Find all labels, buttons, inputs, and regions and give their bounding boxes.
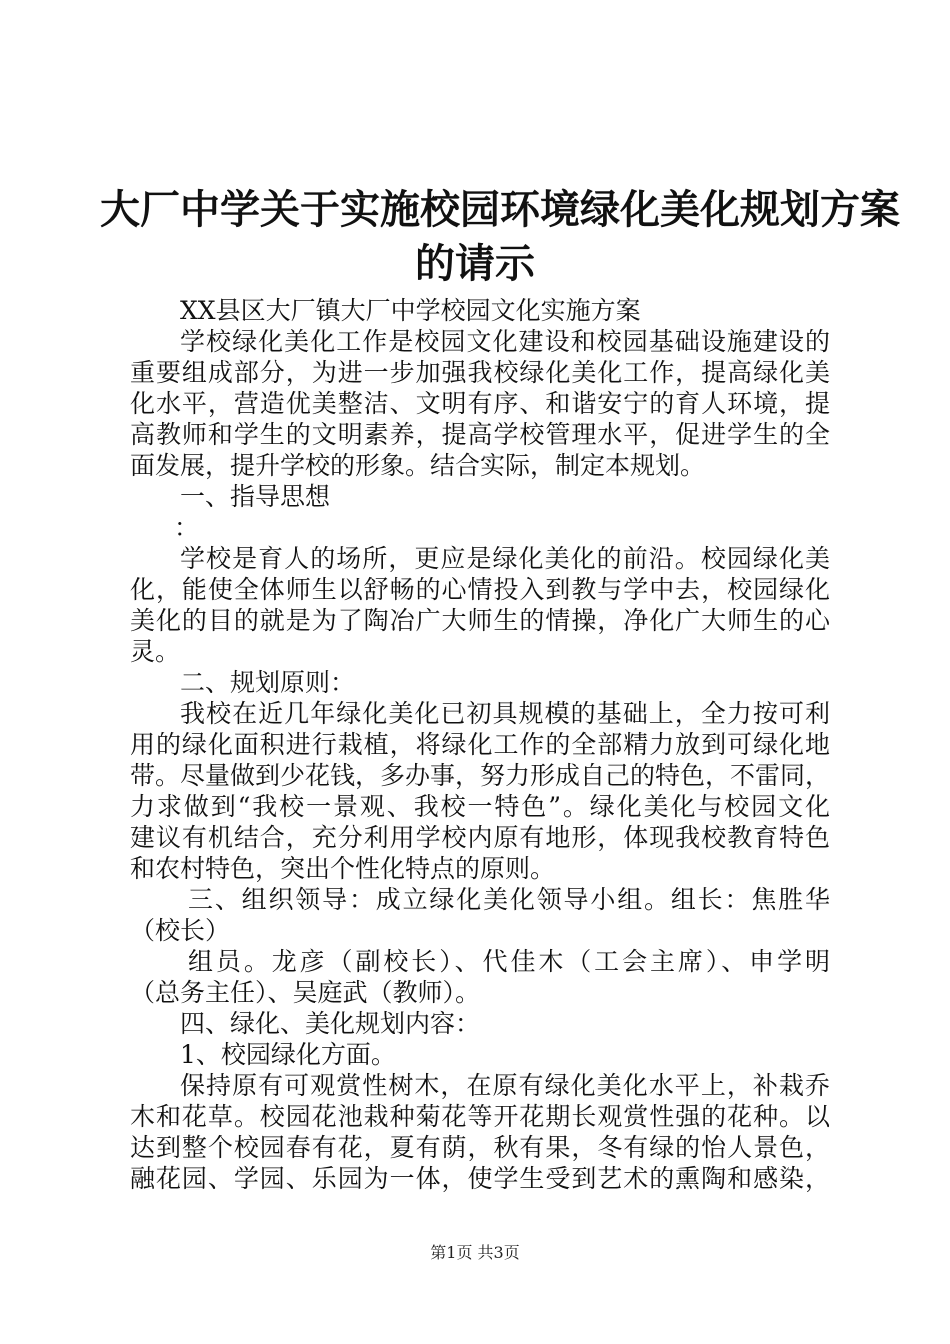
paragraph-line: 重要组成部分，为进一步加强我校绿化美化工作，提高绿化美 — [130, 358, 830, 387]
paragraph-line: 建议有机结合，充分利用学校内原有地形，体现我校教育特色 — [130, 823, 830, 852]
paragraph-line: 美化的目的就是为了陶冶广大师生的情操，净化广大师生的心 — [130, 606, 830, 635]
paragraph-line: 面发展，提升学校的形象。结合实际，制定本规划。 — [130, 451, 706, 480]
document-title-line-1: 大厂中学关于实施校园环境绿化美化规划方案 — [100, 186, 900, 233]
paragraph-line: （校长） — [130, 916, 231, 945]
paragraph-line: 学校绿化美化工作是校园文化建设和校园基础设施建设的 — [180, 327, 830, 356]
document-body — [130, 295, 830, 1194]
paragraph-line: 化，能使全体师生以舒畅的心情投入到教与学中去，校园绿化 — [130, 575, 830, 604]
paragraph-line: 灵。 — [130, 637, 181, 666]
page-number-footer: 第1页 共3页 — [430, 1243, 520, 1262]
paragraph-line: 带。尽量做到少花钱，多办事，努力形成自己的特色，不雷同， — [130, 761, 831, 790]
paragraph-line: 组员。龙彦（副校长）、代佳木（工会主席）、申学明 — [188, 947, 830, 976]
paragraph-line: 和农村特色，突出个性化特点的原则。 — [130, 854, 556, 883]
paragraph-line: 达到整个校园春有花，夏有荫，秋有果，冬有绿的怡人景色， — [130, 1133, 830, 1162]
document-title-line-2: 的请示 — [415, 240, 535, 287]
section-heading: 一、指导思想 — [180, 482, 331, 511]
paragraph-line: （总务主任）、吴庭武（教师）。 — [130, 978, 481, 1007]
paragraph-line: 学校是育人的场所，更应是绿化美化的前沿。校园绿化美 — [180, 544, 830, 573]
paragraph-line: 化水平，营造优美整洁、文明有序、和谐安宁的育人环境，提 — [130, 389, 830, 418]
section-heading: 二、规划原则： — [180, 668, 356, 697]
subtitle-line: XX县区大厂镇大厂中学校园文化实施方案 — [180, 296, 641, 325]
paragraph-line: 木和花草。校园花池栽种菊花等开花期长观赏性强的花种。以 — [130, 1102, 830, 1131]
paragraph-line: ： — [174, 513, 200, 542]
paragraph-line: 力求做到“我校一景观、我校一特色”。绿化美化与校园文化 — [130, 792, 830, 821]
section-heading: 四、绿化、美化规划内容： — [180, 1009, 481, 1038]
paragraph-line: 用的绿化面积进行栽植，将绿化工作的全部精力放到可绿化地 — [130, 730, 830, 759]
paragraph-line: 高教师和学生的文明素养，提高学校管理水平，促进学生的全 — [130, 420, 830, 449]
subsection-heading: 1、校园绿化方面。 — [180, 1040, 396, 1069]
paragraph-line: 融花园、学园、乐园为一体，使学生受到艺术的熏陶和感染， — [130, 1164, 830, 1193]
paragraph-line: 保持原有可观赏性树木，在原有绿化美化水平上，补栽乔 — [180, 1071, 830, 1100]
paragraph-line: 我校在近几年绿化美化已初具规模的基础上，全力按可利 — [180, 699, 830, 728]
section-heading: 三、组织领导：成立绿化美化领导小组。组长：焦胜华 — [188, 885, 830, 914]
